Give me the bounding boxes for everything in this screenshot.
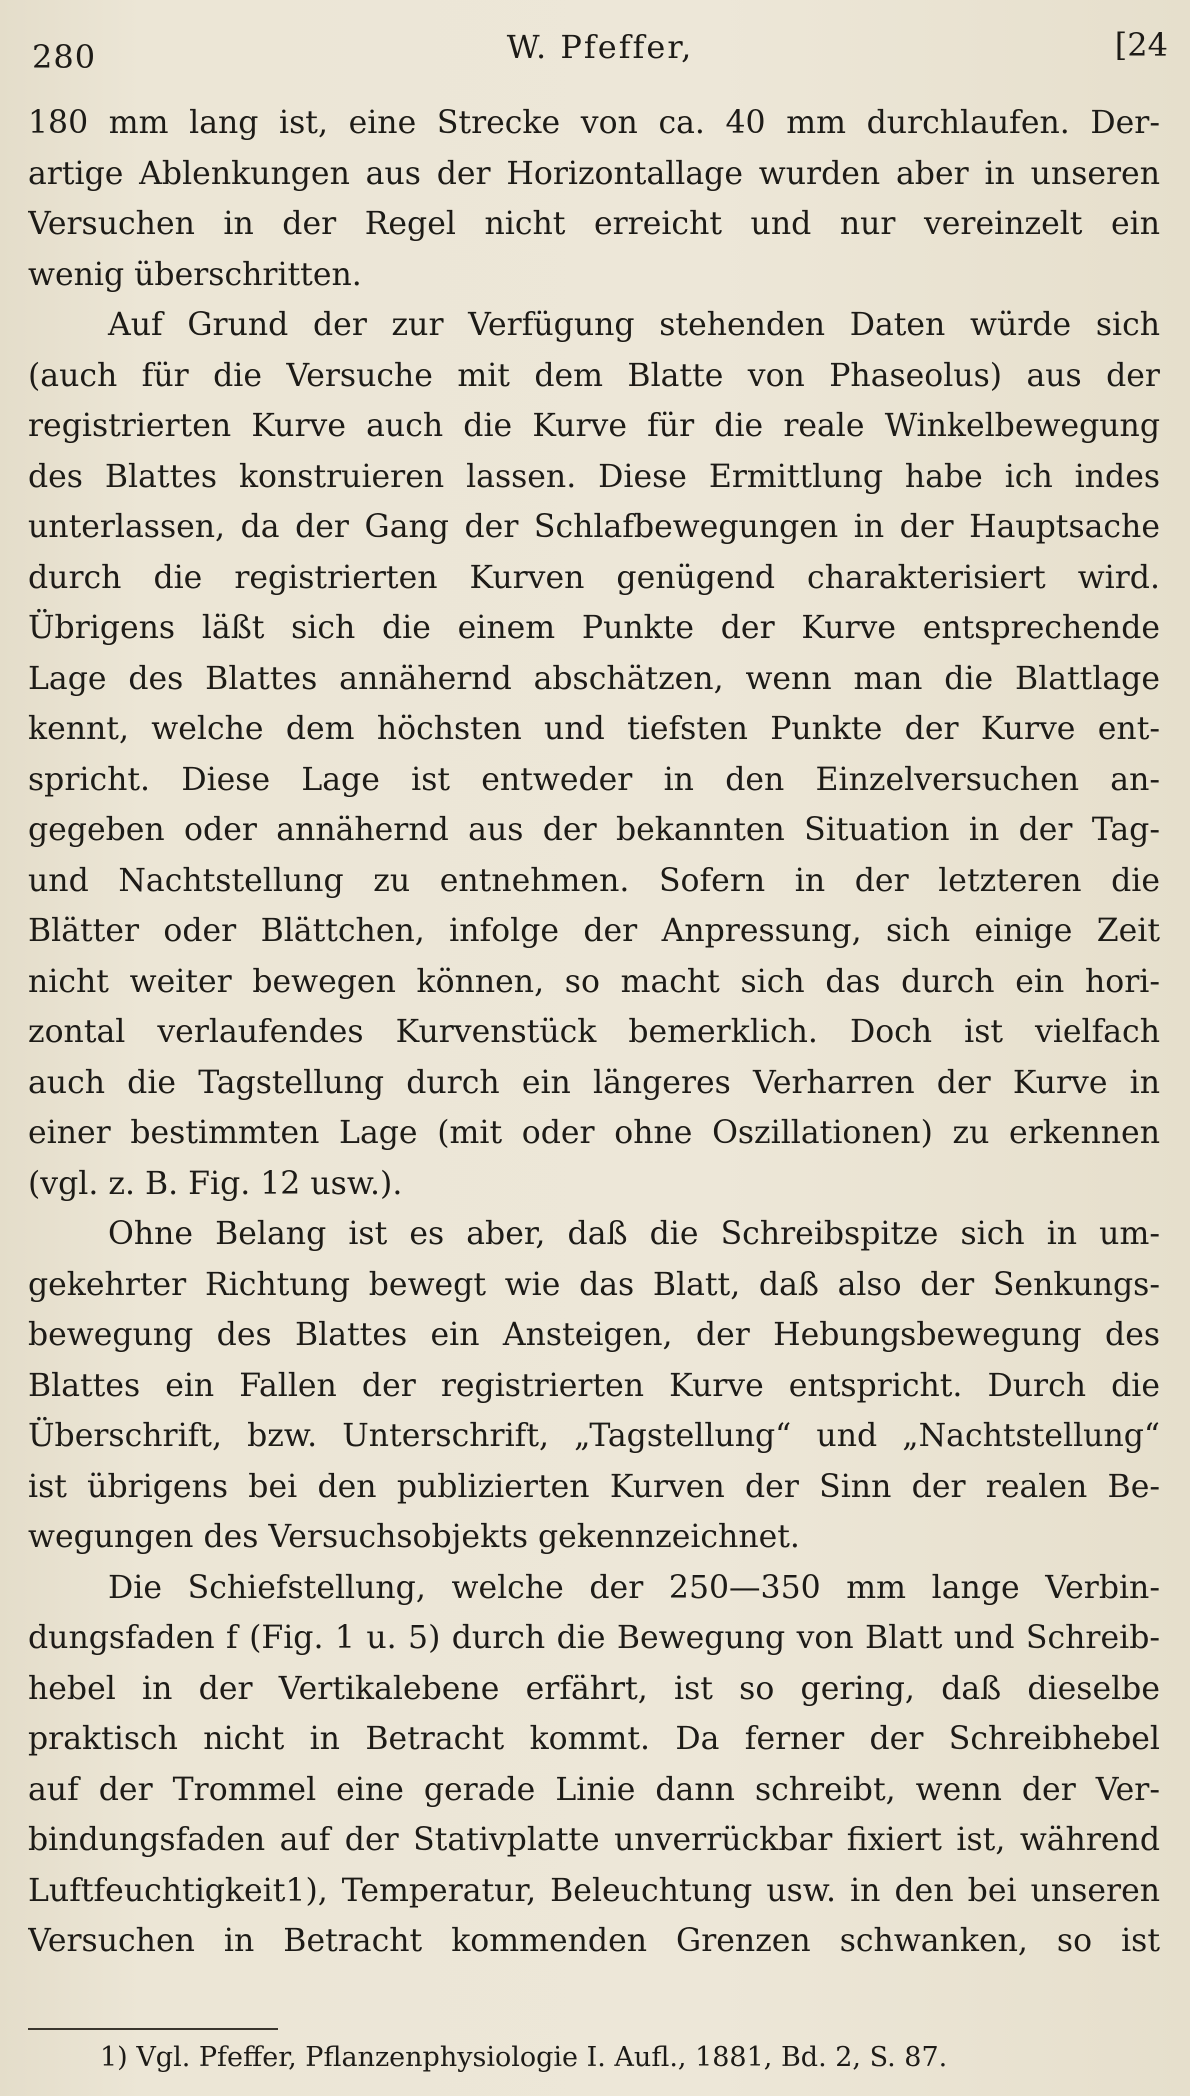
text-line: Versuchen in der Regel nicht erreicht und nur vereinzelt ein [28, 206, 1160, 242]
text-line: durch die registrierten Kurven genügend charakterisiert wird. [28, 559, 1160, 596]
body-text [28, 98, 1160, 1967]
text-line: gekehrter Richtung bewegt wie das Blatt, daß also der Senkungs- [28, 1266, 1160, 1303]
text-line: Übrigens läßt sich die einem Punkte der Kurve entsprechende [28, 610, 1160, 646]
text-line: Blattes ein Fallen der registrierten Kurve entspricht. Durch die [28, 1367, 1160, 1404]
text-line: gegeben oder annähernd aus der bekannten Situation in der Tag- [28, 812, 1160, 848]
text-line: hebel in der Vertikalebene erfährt, ist so gering, daß dieselbe [28, 1670, 1160, 1707]
text-line: Blätter oder Blättchen, infolge der Anpressung, sich einige Zeit [28, 913, 1160, 949]
footnote-text: Vgl. Pfeffer, Pflanzenphysiologie I. Aufl., 1881, Bd. 2, S. 87. [136, 2042, 948, 2073]
text-line: dungsfaden f (Fig. 1 u. 5) durch die Bewegung von Blatt und Schreib- [28, 1620, 1160, 1656]
text-line: 180 mm lang ist, eine Strecke von ca. 40 mm durchlaufen. Der- [28, 105, 1160, 141]
text-line: ist übrigens bei den publizierten Kurven der Sinn der realen Be- [28, 1468, 1160, 1505]
footnote-divider [28, 2028, 278, 2030]
text-line: bindungsfaden auf der Stativplatte unverrückbar fixiert ist, während [28, 1822, 1160, 1858]
text-line: registrierten Kurve auch die Kurve für die reale Winkelbewegung [28, 408, 1160, 444]
text-line: bewegung des Blattes ein Ansteigen, der Hebungsbewegung des [28, 1317, 1160, 1353]
running-head-section-ref: [24 [1114, 26, 1168, 64]
footnote-marker: 1) [100, 2042, 128, 2073]
text-line: einer bestimmten Lage (mit oder ohne Oszillationen) zu erkennen [28, 1115, 1160, 1151]
text-line: Überschrift, bzw. Unterschrift, „Tagstellung“ und „Nachtstellung“ [28, 1418, 1160, 1454]
running-head [32, 22, 1168, 82]
text-line: unterlassen, da der Gang der Schlafbewegungen in der Hauptsache [28, 509, 1160, 545]
text-line: wenig überschritten. [28, 256, 362, 293]
text-line: Versuchen in Betracht kommenden Grenzen schwanken, so ist [28, 1923, 1160, 1959]
text-line: des Blattes konstruieren lassen. Diese Ermittlung habe ich indes [28, 458, 1160, 495]
text-line: wegungen des Versuchsobjekts gekennzeichnet. [28, 1519, 800, 1555]
page-number: 280 [32, 38, 97, 76]
text-line: (vgl. z. B. Fig. 12 usw.). [28, 1165, 403, 1202]
text-line: Lage des Blattes annähernd abschätzen, wenn man die Blattlage [28, 660, 1160, 697]
text-line: auf der Trommel eine gerade Linie dann schreibt, wenn der Ver- [28, 1771, 1160, 1808]
paragraph-first-line: Die Schiefstellung, welche der 250—350 mm lange Verbin- [108, 1569, 1160, 1606]
text-line: und Nachtstellung zu entnehmen. Sofern in der letzteren die [28, 862, 1160, 899]
text-line: auch die Tagstellung durch ein längeres Verharren der Kurve in [28, 1064, 1160, 1101]
text-line: spricht. Diese Lage ist entweder in den Einzelversuchen an- [28, 761, 1160, 798]
text-line: zontal verlaufendes Kurvenstück bemerklich. Doch ist vielfach [28, 1014, 1160, 1050]
text-line: Luftfeuchtigkeit1), Temperatur, Beleuchtung usw. in den bei unseren [28, 1872, 1160, 1909]
footnote [100, 2036, 947, 2080]
text-line: (auch für die Versuche mit dem Blatte von Phaseolus) aus der [28, 357, 1160, 394]
text-line: nicht weiter bewegen können, so macht sich das durch ein hori- [28, 963, 1160, 1000]
text-line: artige Ablenkungen aus der Horizontallage wurden aber in unseren [28, 155, 1160, 192]
paragraph-first-line: Ohne Belang ist es aber, daß die Schreibspitze sich in um- [108, 1216, 1160, 1252]
paragraph-first-line: Auf Grund der zur Verfügung stehenden Daten würde sich [108, 307, 1160, 343]
text-line: praktisch nicht in Betracht kommt. Da ferner der Schreibhebel [28, 1721, 1160, 1757]
running-head-author: W. Pfeffer, [506, 28, 694, 66]
text-line: kennt, welche dem höchsten und tiefsten Punkte der Kurve ent- [28, 711, 1160, 747]
